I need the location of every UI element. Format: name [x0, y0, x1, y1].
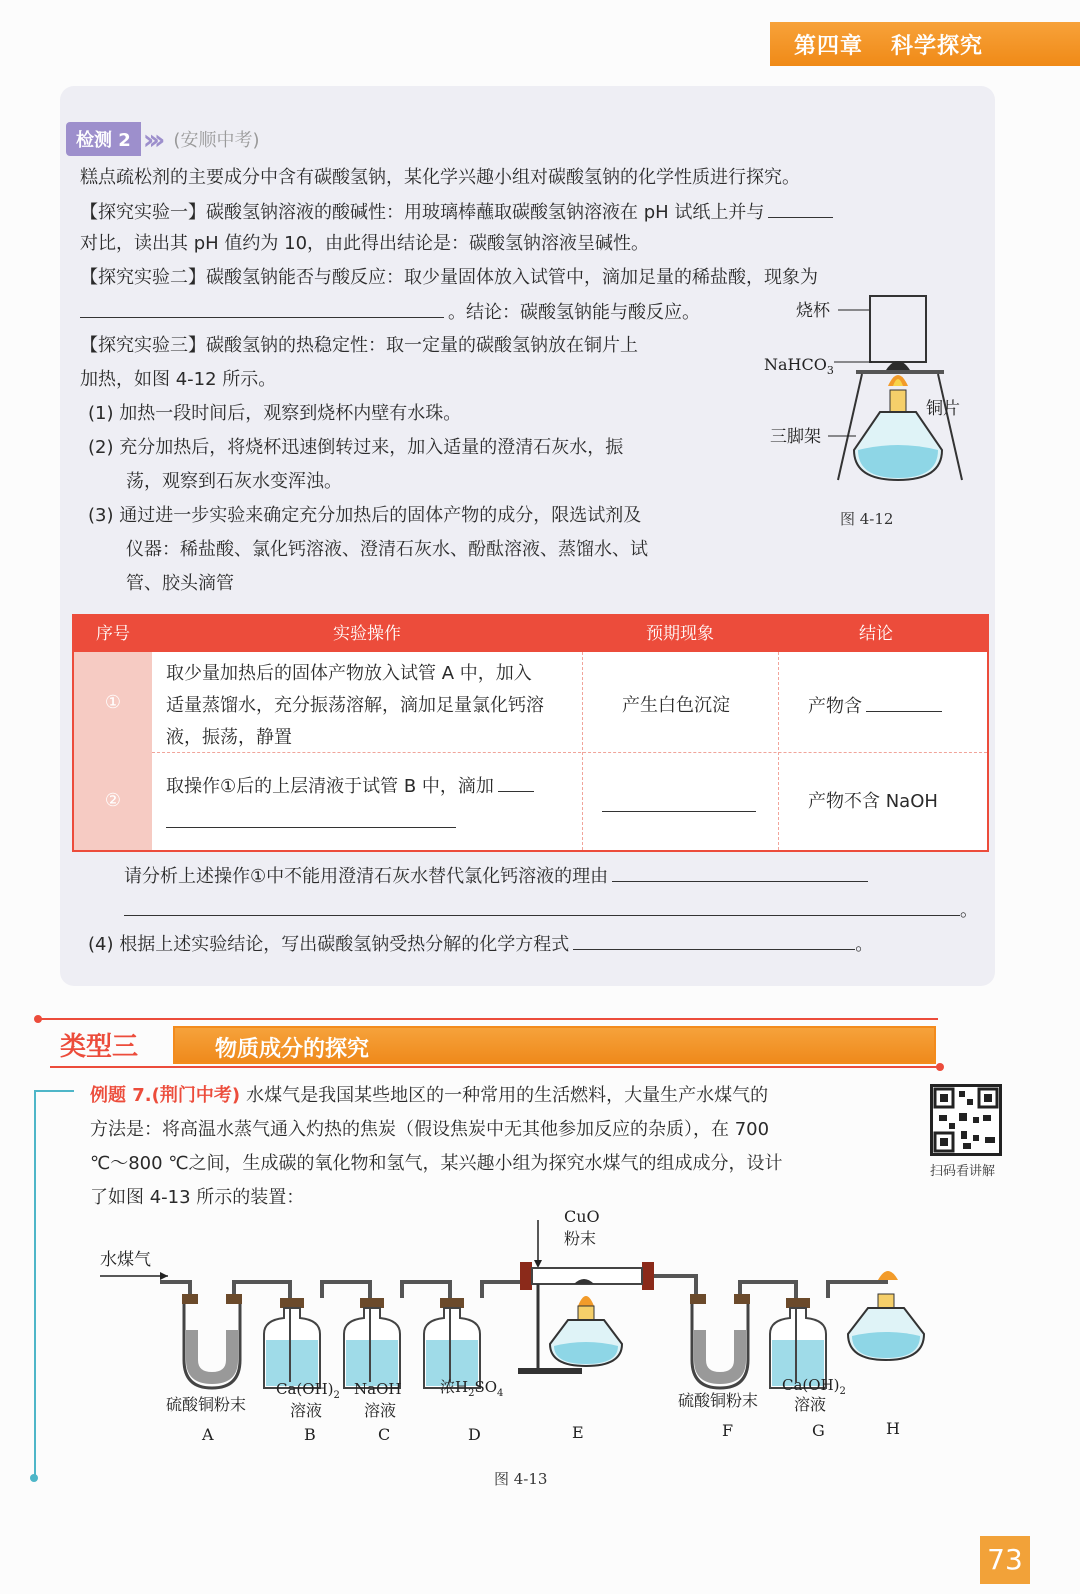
example-label: 例题 7.(荆门中考): [90, 1085, 241, 1106]
bottle-g: [770, 1298, 826, 1388]
row-2-operation: 取操作①后的上层清液于试管 B 中，滴加: [166, 776, 534, 797]
label-g-2: 溶液: [794, 1395, 827, 1414]
figure-4-13: [90, 1210, 990, 1510]
row-1-number: ①: [104, 692, 122, 713]
combustion-tube-e: [518, 1210, 670, 1374]
question-3-cont-2: 管、胶头滴管: [126, 573, 234, 594]
letter-a: A: [202, 1425, 214, 1444]
nahco3-label: NaHCO$_3$: [764, 355, 834, 377]
badge-label: 检测 2: [66, 122, 141, 156]
source-label: (安顺中考): [173, 130, 260, 151]
intro-text: 糕点疏松剂的主要成分中含有碳酸氢钠，某化学兴趣小组对碳酸氢钠的化学性质进行探究。: [80, 167, 800, 188]
row-2-phenomenon: [602, 796, 756, 817]
figure-413-caption: 图 4-13: [494, 1470, 548, 1488]
qr-code-icon: [933, 1087, 999, 1153]
example-line-3: ℃～800 ℃之间，生成碳的氧化物和氢气，某兴趣小组为探究水煤气的组成成分，设计: [90, 1153, 783, 1174]
letter-d: D: [468, 1425, 481, 1444]
label-f: 硫酸铜粉末: [678, 1391, 759, 1410]
chapter-number: 第四章: [794, 33, 864, 59]
question-3-cont: 仪器：稀盐酸、氯化钙溶液、澄清石灰水、酚酞溶液、蒸馏水、试: [126, 539, 648, 560]
row-1-operation-3: 液，振荡，静置: [166, 727, 292, 748]
type-3-label: 类型三: [60, 1032, 139, 1062]
lamp-wick: [890, 390, 906, 412]
header-phenomenon: 预期现象: [646, 624, 714, 644]
example-bracket: [34, 1090, 74, 1480]
exp3-text-2: 加热，如图 4-12 所示。: [80, 369, 277, 390]
chapter-header: [770, 22, 1080, 66]
qr-code[interactable]: [930, 1084, 1002, 1156]
experiment-table: [72, 614, 989, 852]
letter-c: C: [378, 1425, 391, 1444]
analysis-blank: 。: [124, 900, 978, 921]
question-2: (2) 充分加热后，将烧杯迅速倒转过来，加入适量的澄清石灰水，振: [88, 437, 624, 458]
chevron-right-icon: ›››: [142, 122, 160, 156]
exp2-text-2: 。结论：碳酸氢钠能与酸反应。: [80, 302, 700, 323]
letter-e: E: [572, 1423, 584, 1442]
row-1-phenomenon: 产生白色沉淀: [622, 695, 730, 716]
letter-h: H: [886, 1419, 900, 1438]
label-c-1: NaOH: [354, 1380, 402, 1398]
question-2-cont: 荡，观察到石灰水变浑浊。: [126, 471, 342, 492]
row-1-operation-2: 适量蒸馏水，充分振荡溶解，滴加足量氯化钙溶: [166, 695, 544, 716]
letter-f: F: [722, 1421, 734, 1440]
copper-sheet: [856, 370, 944, 374]
row-2-number: ②: [104, 790, 122, 811]
label-a: 硫酸铜粉末: [166, 1395, 247, 1414]
figure-4-12: [760, 290, 990, 540]
table-header: [74, 616, 987, 652]
practice-badge: [66, 124, 259, 154]
row-2-conclusion: 产物不含 NaOH: [808, 791, 938, 812]
label-b-1: $Ca(OH)_2$: [276, 1380, 340, 1401]
analysis-question: 请分析上述操作①中不能用澄清石灰水替代氯化钙溶液的理由: [124, 866, 868, 887]
beaker-label: 烧杯: [796, 301, 830, 321]
question-1: (1) 加热一段时间后，观察到烧杯内壁有水珠。: [88, 403, 462, 424]
chapter-title: 科学探究: [891, 33, 984, 59]
header-conclusion: 结论: [859, 624, 893, 644]
type-3-banner: [38, 1018, 940, 1068]
lamp-h: [848, 1271, 924, 1360]
row-2-operation-blank: [166, 812, 456, 833]
example-line-1: 例题 7.(荆门中考) 水煤气是我国某些地区的一种常用的生活燃料，大量生产水煤气的: [90, 1085, 769, 1106]
number-column: [74, 652, 152, 850]
label-b-2: 溶液: [290, 1401, 323, 1420]
example-line-2: 方法是：将高温水蒸气通入灼热的焦炭（假设焦炭中无其他参加反应的杂质），在 700: [90, 1119, 770, 1140]
letter-b: B: [304, 1425, 316, 1444]
question-3: (3) 通过进一步实验来确定充分加热后的固体产物的成分，限选试剂及: [88, 505, 642, 526]
bottle-d: [424, 1298, 480, 1388]
label-g-1: $Ca(OH)_2$: [782, 1376, 846, 1397]
example-line-4: 了如图 4-13 所示的装置：: [90, 1187, 305, 1208]
label-d: 浓$H_2SO_4$: [440, 1378, 504, 1399]
u-tube-a: [182, 1294, 242, 1388]
row-1-operation-1: 取少量加热后的固体产物放入试管 A 中，加入: [166, 663, 532, 684]
type-3-title-bar: [173, 1026, 936, 1064]
header-number: 序号: [96, 624, 130, 644]
copper-label: 铜片: [926, 399, 960, 419]
figure-412-caption: 图 4-12: [840, 510, 894, 528]
exp2-text: 【探究实验二】碳酸氢钠能否与酸反应：取少量固体放入试管中，滴加足量的稀盐酸，现象为: [80, 267, 818, 288]
exp1-text: 【探究实验一】碳酸氢钠溶液的酸碱性：用玻璃棒蘸取碳酸氢钠溶液在 pH 试纸上并与: [80, 202, 833, 223]
exp3-text: 【探究实验三】碳酸氢钠的热稳定性：取一定量的碳酸氢钠放在铜片上: [80, 335, 638, 356]
page-number: 73: [980, 1536, 1030, 1584]
bottle-b: [264, 1298, 320, 1388]
exp1-text-2: 对比，读出其 pH 值约为 10，由此得出结论是：碳酸氢钠溶液呈碱性。: [80, 233, 650, 254]
tripod-label: 三脚架: [770, 427, 821, 447]
type-3-title: 物质成分的探究: [215, 1037, 370, 1062]
label-c-2: 溶液: [364, 1401, 397, 1420]
letter-g: G: [812, 1421, 825, 1440]
cuo-powder-label: 粉末: [564, 1229, 597, 1248]
qr-label: 扫码看讲解: [930, 1164, 996, 1179]
cuo-label: CuO: [564, 1210, 600, 1226]
water-gas-label: 水煤气: [100, 1250, 151, 1270]
question-4: (4) 根据上述实验结论，写出碳酸氢钠受热分解的化学方程式 。: [88, 934, 874, 955]
row-1-conclusion: 产物含: [808, 696, 942, 717]
header-operation: 实验操作: [333, 624, 401, 644]
beaker-shape: [870, 296, 926, 362]
bottle-c: [344, 1298, 400, 1388]
